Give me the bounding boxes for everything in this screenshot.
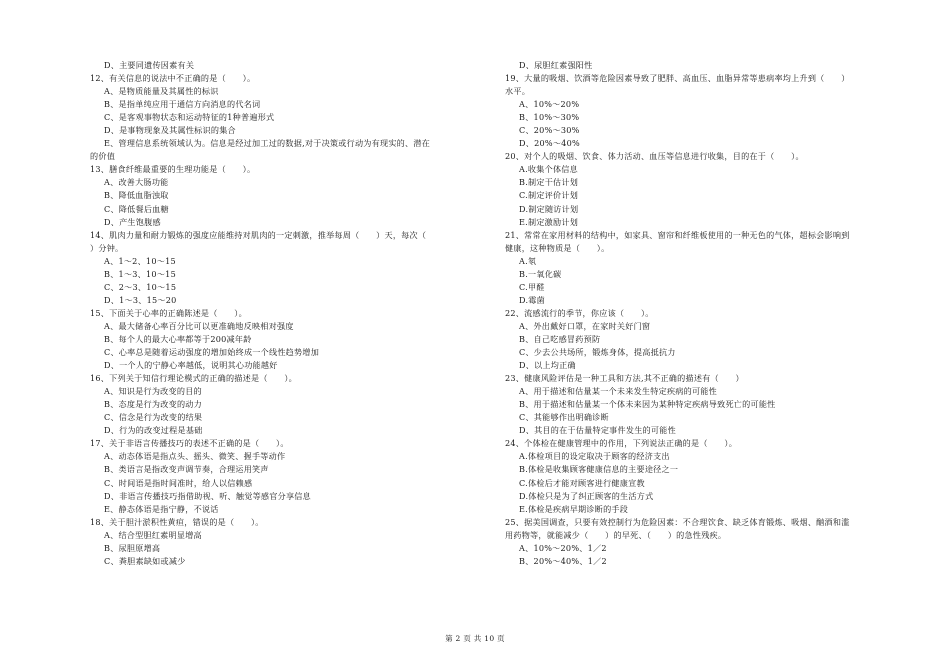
left-answer-option: D、1～3、15～20 xyxy=(104,294,177,305)
right-answer-option: A.收集个体信息 xyxy=(519,164,578,175)
right-answer-option: B.体检是收集顾客健康信息的主要途径之一 xyxy=(519,464,679,475)
right-question-text: 25、据美国调查，只要有效控制行为危险因素：不合理饮食、缺乏体育锻炼、吸烟、酗酒和滥 xyxy=(505,516,850,527)
left-answer-option: A、1～2、10～15 xyxy=(104,255,176,266)
right-question-text: 24、个体检在健康管理中的作用，下列说法正确的是（ ）。 xyxy=(505,438,738,449)
left-question-continuation: 的价值 xyxy=(90,151,116,162)
left-answer-option: D、行为的改变过程是基础 xyxy=(104,425,203,436)
left-answer-option: E、静态体语是指宁静，不说话 xyxy=(104,503,219,514)
left-answer-option: B、1～3、10～15 xyxy=(104,268,176,279)
left-answer-option: D、主要同遗传因素有关 xyxy=(104,60,195,70)
left-answer-option: B、是指单纯应用于通信方向消息的代名词 xyxy=(104,99,261,110)
left-answer-option: C、粪胆素缺如或减少 xyxy=(104,555,186,566)
right-answer-option: C.制定评价计划 xyxy=(519,190,579,201)
right-answer-option: B、自己吃感冒药预防 xyxy=(519,333,601,344)
right-answer-option: D、以上均正确 xyxy=(519,360,576,371)
right-answer-option: B.制定干估计划 xyxy=(519,177,579,188)
right-question-continuation: 用药物等，就能减少（ ）的早死、（ ）的急性残疾。 xyxy=(505,529,727,540)
right-answer-option: D.制定随访计划 xyxy=(519,203,579,214)
right-answer-option: B、20%～40%、1／2 xyxy=(519,555,607,566)
left-answer-option: C、降低餐后血糖 xyxy=(104,203,169,214)
left-answer-option: B、每个人的最大心率都等于200减年龄 xyxy=(104,333,252,344)
left-answer-option: A、改善大肠功能 xyxy=(104,177,169,188)
right-answer-option: E.体检是疾病早期诊断的手段 xyxy=(519,503,629,514)
right-question-continuation: 水平。 xyxy=(505,86,531,97)
right-answer-option: A、用于描述和估量某一个未来发生特定疾病的可能性 xyxy=(519,386,718,397)
left-answer-option: E、管理信息系统领域认为。信息是经过加工过的数据,对于决策或行动为有现实的、潜在 xyxy=(104,138,431,149)
right-answer-option: E.制定激励计划 xyxy=(519,216,579,227)
right-answer-option: A.体检项目的设定取决于顾客的经济支出 xyxy=(519,451,670,462)
right-answer-option: C.体检后才能对顾客进行健康宣教 xyxy=(519,477,645,488)
left-answer-option: A、知识是行为改变的目的 xyxy=(104,386,202,397)
right-answer-option: A、10%～20%、1／2 xyxy=(519,542,607,553)
left-answer-option: C、信念是行为改变的结果 xyxy=(104,412,203,423)
left-answer-option: C、时间语是指时间准时，给人以信赖感 xyxy=(104,477,253,488)
right-answer-option: C、少去公共场所，锻炼身体，提高抵抗力 xyxy=(519,347,676,358)
right-answer-option: B.一氧化碳 xyxy=(519,268,562,279)
left-answer-option: D、一个人的宁静心率越低，说明其心功能越好 xyxy=(104,360,278,371)
left-answer-option: A、是物质能量及其属性的标识 xyxy=(104,86,219,97)
left-question-text: 12、有关信息的说法中不正确的是（ ）。 xyxy=(90,73,256,84)
left-answer-option: A、结合型胆红素明显增高 xyxy=(104,529,202,540)
right-answer-option: C、20%～30% xyxy=(519,125,580,136)
right-answer-option: D、尿胆红素强阳性 xyxy=(519,60,593,70)
right-question-text: 21、常常在家用材料的结构中，如家具、窗帘和纤维板使用的一种无色的气体，超标会影响到 xyxy=(505,229,850,240)
left-answer-option: D、是事物现象及其属性标识的集合 xyxy=(104,125,236,136)
left-question-text: 18、关于胆汁淤积性黄疸，错误的是（ ）。 xyxy=(90,516,264,527)
left-question-text: 15、下面关于心率的正确陈述是（ ）。 xyxy=(90,307,247,318)
left-answer-option: B、类语言是指改变声调节奏，合理运用笑声 xyxy=(104,464,269,475)
right-answer-option: A.氡 xyxy=(519,255,537,266)
right-answer-option: B、10%～30% xyxy=(519,112,580,123)
left-question-continuation: ）分钟。 xyxy=(90,242,124,253)
right-answer-option: A、10%～20% xyxy=(519,99,580,110)
left-answer-option: B、降低血脂浊取 xyxy=(104,190,169,201)
right-question-text: 20、对个人的吸烟、饮食、体力活动、血压等信息进行收集，目的在于（ ）。 xyxy=(505,151,804,162)
right-question-text: 22、流感流行的季节，你应该（ ）。 xyxy=(505,307,654,318)
left-answer-option: D、产生饱腹感 xyxy=(104,216,161,227)
page-footer: 第 2 页 共 10 页 xyxy=(445,634,505,643)
left-answer-option: A、动态体语是指点头、摇头、微笑、握手等动作 xyxy=(104,451,286,462)
left-question-text: 17、关于非语言传播技巧的表述不正确的是（ ）。 xyxy=(90,438,289,449)
right-question-text: 23、健康风险评估是一种工具和方法,其不正确的描述有（ ） xyxy=(505,373,744,384)
right-column xyxy=(505,59,890,568)
left-answer-option: B、态度是行为改变的动力 xyxy=(104,399,202,410)
left-column xyxy=(90,59,470,568)
left-answer-option: C、是客观事物状态和运动特征的1种普遍形式 xyxy=(104,112,275,123)
right-answer-option: B、用于描述和估量某一个体未来因为某种特定疾病导致死亡的可能性 xyxy=(519,399,776,410)
right-answer-option: D、20%～40% xyxy=(519,138,580,149)
left-question-text: 14、肌肉力量和耐力锻炼的强度应能维持对肌肉的一定刺激，推举每周（ ）天，每次（ xyxy=(90,229,443,240)
right-question-continuation: 健康，这种物质是（ ）。 xyxy=(505,242,610,253)
right-answer-option: C、其能够作出明确诊断 xyxy=(519,412,609,423)
left-answer-option: A、最大储备心率百分比可以更准确地反映相对强度 xyxy=(104,320,294,331)
right-answer-option: D.霉菌 xyxy=(519,294,545,305)
left-answer-option: C、心率总是随着运动强度的增加始终成一个线性趋势增加 xyxy=(104,347,320,358)
right-question-text: 19、大量的吸烟、饮酒等危险因素导致了肥胖、高血压、血脂异常等患病率均上升到（ ） xyxy=(505,73,850,84)
left-question-text: 13、膳食纤维最重要的生理功能是（ ）。 xyxy=(90,164,256,175)
left-answer-option: D、非语言传播技巧指借助视、听、触觉等感官分享信息 xyxy=(104,490,311,501)
right-answer-option: D、其目的在于估量特定事件发生的可能性 xyxy=(519,425,676,436)
left-answer-option: B、尿胆原增高 xyxy=(104,542,161,553)
right-answer-option: A、外出戴好口罩，在家时关好门窗 xyxy=(519,320,651,331)
right-answer-option: C.甲醛 xyxy=(519,281,545,292)
left-question-text: 16、下列关于知信行理论模式的正确的描述是（ ）。 xyxy=(90,373,298,384)
left-answer-option: C、2～3、10～15 xyxy=(104,281,177,292)
right-answer-option: D.体检只是为了纠正顾客的生活方式 xyxy=(519,490,654,501)
